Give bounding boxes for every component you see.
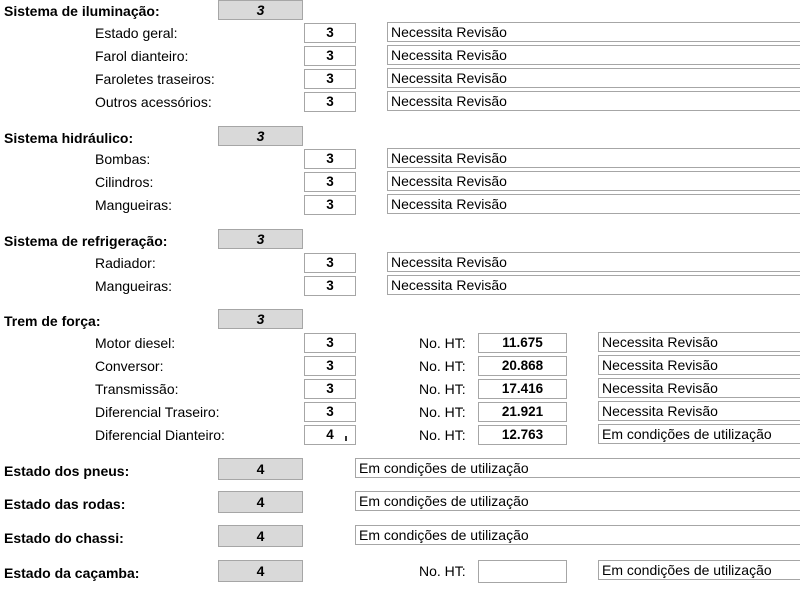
item-label-estado-geral: Estado geral: (95, 25, 178, 41)
item-label-mangueiras-hidraulico: Mangueiras: (95, 197, 173, 213)
section-score-trem-de-forca: 3 (218, 309, 303, 329)
item-score-outros-acessorios[interactable]: 3 (304, 92, 356, 112)
item-status-diferencial-dianteiro[interactable]: Em condições de utilização (598, 424, 800, 444)
summary-label-cacamba: Estado da caçamba: (4, 565, 140, 581)
item-score-mangueiras-refrigeracao[interactable]: 3 (304, 276, 356, 296)
item-score-diferencial-traseiro[interactable]: 3 (304, 402, 356, 422)
section-score-refrigeracao: 3 (218, 229, 303, 249)
item-score-radiador[interactable]: 3 (304, 253, 356, 273)
item-score-conversor[interactable]: 3 (304, 356, 356, 376)
item-status-bombas[interactable]: Necessita Revisão (387, 148, 800, 168)
section-score-iluminacao: 3 (218, 0, 303, 20)
ht-label-motor-diesel: No. HT: (419, 335, 466, 351)
summary-status-rodas[interactable]: Em condições de utilização (355, 491, 800, 511)
item-label-diferencial-traseiro: Diferencial Traseiro: (95, 404, 220, 420)
item-label-mangueiras-refrigeracao: Mangueiras: (95, 278, 173, 294)
fill-handle-mark[interactable] (345, 436, 347, 441)
section-title-hidraulico: Sistema hidráulico: (4, 130, 134, 146)
item-score-farol-dianteiro[interactable]: 3 (304, 46, 356, 66)
summary-score-chassi[interactable]: 4 (218, 525, 303, 547)
item-score-diferencial-dianteiro[interactable]: 4 (304, 425, 356, 445)
summary-label-pneus: Estado dos pneus: (4, 463, 130, 479)
item-status-outros-acessorios[interactable]: Necessita Revisão (387, 91, 800, 111)
item-label-transmissao: Transmissão: (95, 381, 179, 397)
item-label-cilindros: Cilindros: (95, 174, 154, 190)
summary-status-chassi[interactable]: Em condições de utilização (355, 525, 800, 545)
ht-value-diferencial-traseiro[interactable]: 21.921 (478, 402, 567, 422)
summary-score-cacamba[interactable]: 4 (218, 560, 303, 582)
summary-score-pneus[interactable]: 4 (218, 458, 303, 480)
ht-value-diferencial-dianteiro[interactable]: 12.763 (478, 425, 567, 445)
item-status-farol-dianteiro[interactable]: Necessita Revisão (387, 45, 800, 65)
item-label-radiador: Radiador: (95, 255, 156, 271)
summary-status-cacamba[interactable]: Em condições de utilização (598, 560, 800, 580)
summary-status-pneus[interactable]: Em condições de utilização (355, 458, 800, 478)
item-score-cilindros[interactable]: 3 (304, 172, 356, 192)
summary-label-rodas: Estado das rodas: (4, 496, 126, 512)
section-score-hidraulico: 3 (218, 126, 303, 146)
item-score-transmissao[interactable]: 3 (304, 379, 356, 399)
item-score-motor-diesel[interactable]: 3 (304, 333, 356, 353)
section-title-iluminacao: Sistema de iluminação: (4, 3, 160, 19)
item-status-faroletes-traseiros[interactable]: Necessita Revisão (387, 68, 800, 88)
section-title-refrigeracao: Sistema de refrigeração: (4, 233, 168, 249)
item-status-diferencial-traseiro[interactable]: Necessita Revisão (598, 401, 800, 421)
summary-score-rodas[interactable]: 4 (218, 491, 303, 513)
ht-value-transmissao[interactable]: 17.416 (478, 379, 567, 399)
item-label-motor-diesel: Motor diesel: (95, 335, 176, 351)
item-label-farol-dianteiro: Farol dianteiro: (95, 48, 189, 64)
item-score-bombas[interactable]: 3 (304, 149, 356, 169)
item-status-motor-diesel[interactable]: Necessita Revisão (598, 332, 800, 352)
item-status-transmissao[interactable]: Necessita Revisão (598, 378, 800, 398)
ht-label-diferencial-dianteiro: No. HT: (419, 427, 466, 443)
ht-label-cacamba: No. HT: (419, 563, 466, 579)
item-score-mangueiras-hidraulico[interactable]: 3 (304, 195, 356, 215)
item-status-conversor[interactable]: Necessita Revisão (598, 355, 800, 375)
item-label-diferencial-dianteiro: Diferencial Dianteiro: (95, 427, 225, 443)
ht-label-diferencial-traseiro: No. HT: (419, 404, 466, 420)
ht-label-transmissao: No. HT: (419, 381, 466, 397)
item-label-conversor: Conversor: (95, 358, 164, 374)
ht-label-conversor: No. HT: (419, 358, 466, 374)
section-title-trem-de-forca: Trem de força: (4, 313, 101, 329)
item-status-estado-geral[interactable]: Necessita Revisão (387, 22, 800, 42)
summary-label-chassi: Estado do chassi: (4, 530, 124, 546)
item-status-mangueiras-hidraulico[interactable]: Necessita Revisão (387, 194, 800, 214)
item-status-cilindros[interactable]: Necessita Revisão (387, 171, 800, 191)
item-status-mangueiras-refrigeracao[interactable]: Necessita Revisão (387, 275, 800, 295)
item-score-faroletes-traseiros[interactable]: 3 (304, 69, 356, 89)
item-score-estado-geral[interactable]: 3 (304, 23, 356, 43)
ht-value-conversor[interactable]: 20.868 (478, 356, 567, 376)
ht-value-motor-diesel[interactable]: 11.675 (478, 333, 567, 353)
item-label-faroletes-traseiros: Faroletes traseiros: (95, 71, 215, 87)
item-status-radiador[interactable]: Necessita Revisão (387, 252, 800, 272)
item-label-bombas: Bombas: (95, 151, 151, 167)
ht-value-cacamba[interactable] (478, 560, 567, 583)
item-label-outros-acessorios: Outros acessórios: (95, 94, 212, 110)
